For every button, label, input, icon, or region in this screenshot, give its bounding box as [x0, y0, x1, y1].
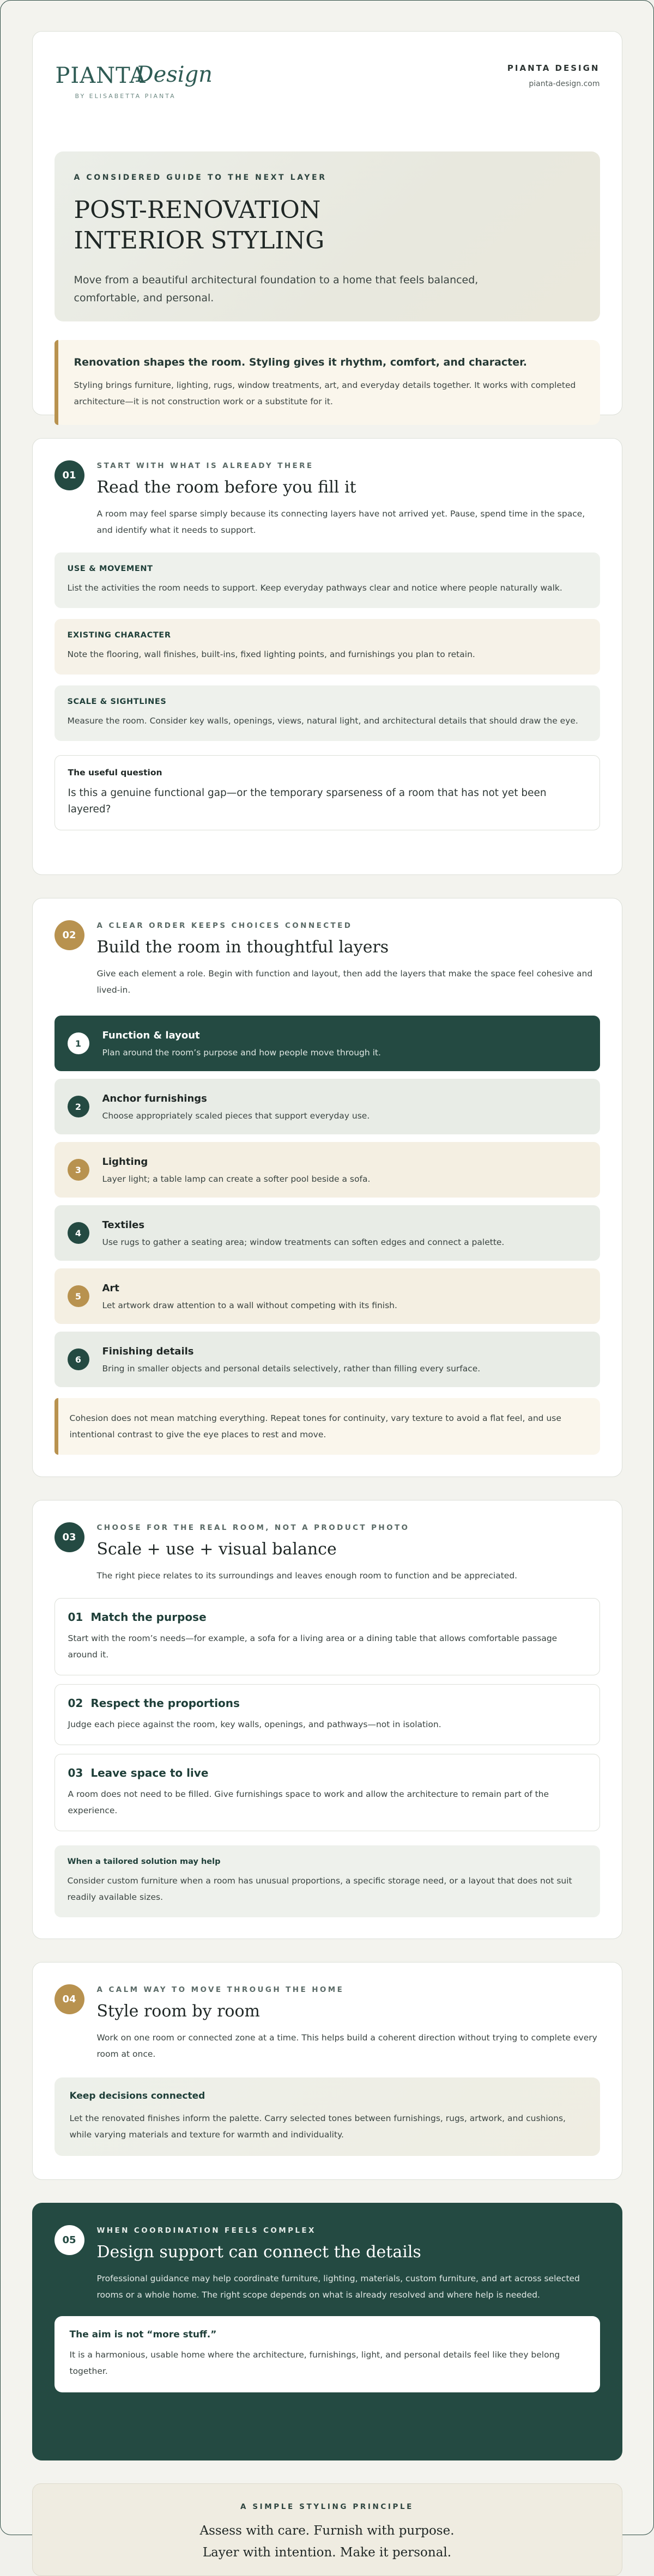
section-layers	[32, 898, 622, 1477]
principle-title-text: Leave space to live	[90, 1766, 209, 1779]
section-3-heading	[97, 1522, 600, 1584]
layer-text: Let artwork draw attention to a wall without competing with its finish.	[102, 1300, 397, 1310]
layer-item-lighting[interactable]	[55, 1142, 600, 1198]
tile-text: List the activities the room needs to support. Keep everyday pathways clear and notice where people naturally walk.	[67, 583, 562, 593]
section-kicker: START WITH WHAT IS ALREADY THERE	[96, 461, 314, 470]
layer-title: Art	[102, 1282, 119, 1294]
aim-box	[55, 2316, 600, 2392]
principle-match-purpose	[55, 1598, 600, 1675]
layer-title: Textiles	[102, 1219, 145, 1231]
section-intro: The right piece relates to its surroundings and leaves enough room to function and be appreciated.	[96, 1571, 518, 1581]
section-read-room	[32, 438, 622, 875]
cohesion-note: Cohesion does not mean matching everything. Repeat tones for continuity, vary texture to avoid a flat feel, and use intentional contrast to give the eye places to rest and move.	[55, 1398, 600, 1455]
section-2-header	[55, 920, 600, 998]
footer-line-1: Assess with care. Furnish with purpose.	[199, 2524, 455, 2538]
logo-word-design: Design	[136, 62, 213, 87]
section-kicker: CHOOSE FOR THE REAL ROOM, NOT A PRODUCT PHOTO	[96, 1523, 410, 1532]
useful-question-title: The useful question	[68, 768, 162, 777]
layer-text: Choose appropriately scaled pieces that support everyday use.	[102, 1110, 370, 1121]
section-kicker: WHEN COORDINATION FEELS COMPLEX	[96, 2226, 316, 2235]
principle-title-text: Respect the proportions	[90, 1697, 240, 1710]
section-number-badge: 04	[55, 1984, 84, 2014]
tile-label: SCALE & SIGHTLINES	[67, 697, 167, 706]
layer-text: Bring in smaller objects and personal details selectively, rather than filling every surface.	[102, 1363, 481, 1374]
useful-question-box	[55, 755, 600, 830]
section-5-header	[55, 2225, 600, 2303]
layer-number: 1	[68, 1032, 89, 1054]
section-intro: Give each element a role. Begin with function and layout, then add the layers that make the space feel cohesive and lived-in.	[96, 969, 593, 995]
layer-text: Plan around the room’s purpose and how people move through it.	[102, 1047, 381, 1058]
section-title: Build the room in thoughtful layers	[96, 938, 389, 957]
intro-callout-title: Renovation shapes the room. Styling gives it rhythm, comfort, and character.	[74, 356, 528, 368]
tailored-solution-text: Consider custom furniture when a room has unusual proportions, a specific storage need, or a layout that does not suit readily available sizes.	[67, 1876, 572, 1902]
section-intro: A room may feel sparse simply because its connecting layers have not arrived yet. Pause, spend time in the space, and identify what it needs to support.	[96, 509, 585, 535]
tile-scale-sightlines	[55, 685, 600, 741]
layer-title: Function & layout	[102, 1029, 200, 1041]
section-4-header	[55, 1984, 600, 2062]
brand-url-link[interactable]: pianta-design.com	[529, 80, 600, 88]
section-title: Read the room before you fill it	[96, 478, 356, 497]
principle-text: A room does not need to be filled. Give furnishings space to work and allow the architecture to remain part of the experience.	[68, 1789, 549, 1815]
header-card	[32, 31, 622, 415]
section-1-heading	[97, 460, 600, 538]
principle-title	[68, 1766, 586, 1779]
layer-number: 2	[68, 1096, 89, 1117]
section-title: Design support can connect the details	[96, 2243, 421, 2262]
styling-principle-footer	[32, 2483, 622, 2576]
layer-body	[102, 1030, 381, 1058]
layer-text: Use rugs to gather a seating area; window treatments can soften edges and connect a palette.	[102, 1237, 505, 1247]
principle-respect-proportions	[55, 1684, 600, 1745]
section-2-heading	[97, 920, 600, 998]
aim-text: It is a harmonious, usable home where the architecture, furnishings, light, and personal details feel like they belong together.	[69, 2350, 560, 2376]
page-title-line-2: INTERIOR STYLING	[74, 227, 325, 254]
principle-number: 02	[68, 1697, 83, 1710]
page-title	[74, 195, 580, 256]
principle-text: Start with the room’s needs—for example, a sofa for a living area or a dining table that allows comfortable passage around it.	[68, 1633, 558, 1660]
page-title-line-1: POST-RENOVATION	[74, 196, 321, 224]
principle-leave-space	[55, 1754, 600, 1831]
useful-question-text: Is this a genuine functional gap—or the temporary sparseness of a room that has not yet been layered?	[68, 787, 547, 815]
logo-word-pianta: PIANTA	[55, 63, 146, 88]
layer-title: Finishing details	[102, 1345, 194, 1357]
layer-number: 6	[68, 1348, 89, 1370]
tile-text: Measure the room. Consider key walls, openings, views, natural light, and architectural details that should draw the eye.	[67, 716, 578, 726]
decisions-text: Let the renovated finishes inform the palette. Carry selected tones between furnishings, rugs, artwork, and cushions, while varying materials and texture for warmth and individuality.	[69, 2113, 566, 2140]
intro-callout-text: Styling brings furniture, lighting, rugs, window treatments, art, and everyday details together. It works with completed architecture—it is not construction work or a substitute for it.	[74, 380, 576, 406]
principle-text: Judge each piece against the room, key walls, openings, and pathways—not in isolation.	[68, 1720, 441, 1729]
section-title: Style room by room	[96, 2002, 260, 2021]
intro-callout	[55, 340, 600, 425]
section-3-header	[55, 1522, 600, 1584]
section-number-badge: 01	[55, 460, 84, 490]
section-1-header	[55, 460, 600, 538]
brand-info	[507, 63, 600, 88]
principle-title	[68, 1697, 586, 1710]
principle-number: 01	[68, 1611, 83, 1624]
keep-decisions-connected-box	[55, 2077, 600, 2156]
section-5-heading	[97, 2225, 600, 2303]
layer-text: Layer light; a table lamp can create a softer pool beside a sofa.	[102, 1174, 371, 1184]
aim-title: The aim is not “more stuff.”	[69, 2329, 217, 2340]
layer-number: 3	[68, 1159, 89, 1181]
section-scale-balance	[32, 1500, 622, 1939]
decisions-title: Keep decisions connected	[69, 2091, 205, 2101]
layer-body	[102, 1219, 505, 1247]
layer-number: 4	[68, 1222, 89, 1244]
layer-number: 5	[68, 1285, 89, 1307]
section-room-by-room	[32, 1962, 622, 2180]
footer-line-2: Layer with intention. Make it personal.	[202, 2545, 452, 2560]
section-intro: Professional guidance may help coordinate furniture, lighting, materials, custom furniture, and art across selected rooms or a whole home. The right scope depends on what is already resolved and where help is needed.	[96, 2274, 580, 2300]
tile-use-movement	[55, 552, 600, 608]
tile-label: USE & MOVEMENT	[67, 564, 153, 573]
layer-item-textiles[interactable]	[55, 1205, 600, 1261]
tile-existing-character	[55, 619, 600, 675]
layer-item-art[interactable]	[55, 1268, 600, 1324]
section-title: Scale + use + visual balance	[96, 1540, 337, 1559]
tailored-solution-box	[55, 1845, 600, 1917]
brand-row	[55, 59, 600, 151]
section-intro: Work on one room or connected zone at a time. This helps build a coherent direction without trying to complete every room at once.	[96, 2033, 597, 2059]
layer-body	[102, 1156, 371, 1184]
layer-item-anchor-furnishings[interactable]	[55, 1079, 600, 1134]
layer-body	[102, 1093, 370, 1121]
hero-subtitle: Move from a beautiful architectural foundation to a home that feels balanced, comfortable, and personal.	[74, 274, 479, 304]
hero-panel	[55, 151, 600, 321]
layer-list	[55, 1016, 600, 1387]
section-number-badge: 02	[55, 920, 84, 950]
section-kicker: A CALM WAY TO MOVE THROUGH THE HOME	[96, 1985, 344, 1994]
layer-item-function-layout[interactable]	[55, 1016, 600, 1071]
principle-title-text: Match the purpose	[90, 1611, 207, 1624]
tailored-solution-label: When a tailored solution may help	[67, 1857, 221, 1866]
brand-name: PIANTA DESIGN	[507, 63, 600, 73]
layer-title: Lighting	[102, 1156, 148, 1168]
tile-label: EXISTING CHARACTER	[67, 631, 171, 640]
section-number-badge: 05	[55, 2225, 84, 2255]
footer-kicker: A SIMPLE STYLING PRINCIPLE	[240, 2502, 414, 2511]
section-design-support	[32, 2203, 622, 2460]
section-kicker: A CLEAR ORDER KEEPS CHOICES CONNECTED	[96, 921, 353, 930]
tile-text: Note the flooring, wall finishes, built-ins, fixed lighting points, and furnishings you plan to retain.	[67, 649, 475, 659]
hero-kicker: A CONSIDERED GUIDE TO THE NEXT LAYER	[74, 173, 327, 182]
layer-body	[102, 1283, 397, 1310]
principle-title	[68, 1611, 586, 1624]
layer-item-finishing-details[interactable]	[55, 1332, 600, 1387]
section-number-badge: 03	[55, 1522, 84, 1552]
brand-logo[interactable]	[55, 59, 229, 108]
principle-number: 03	[68, 1766, 83, 1779]
layer-title: Anchor furnishings	[102, 1092, 207, 1104]
layer-body	[102, 1346, 481, 1374]
logo-byline: BY ELISABETTA PIANTA	[75, 93, 176, 100]
section-4-heading	[97, 1984, 600, 2062]
